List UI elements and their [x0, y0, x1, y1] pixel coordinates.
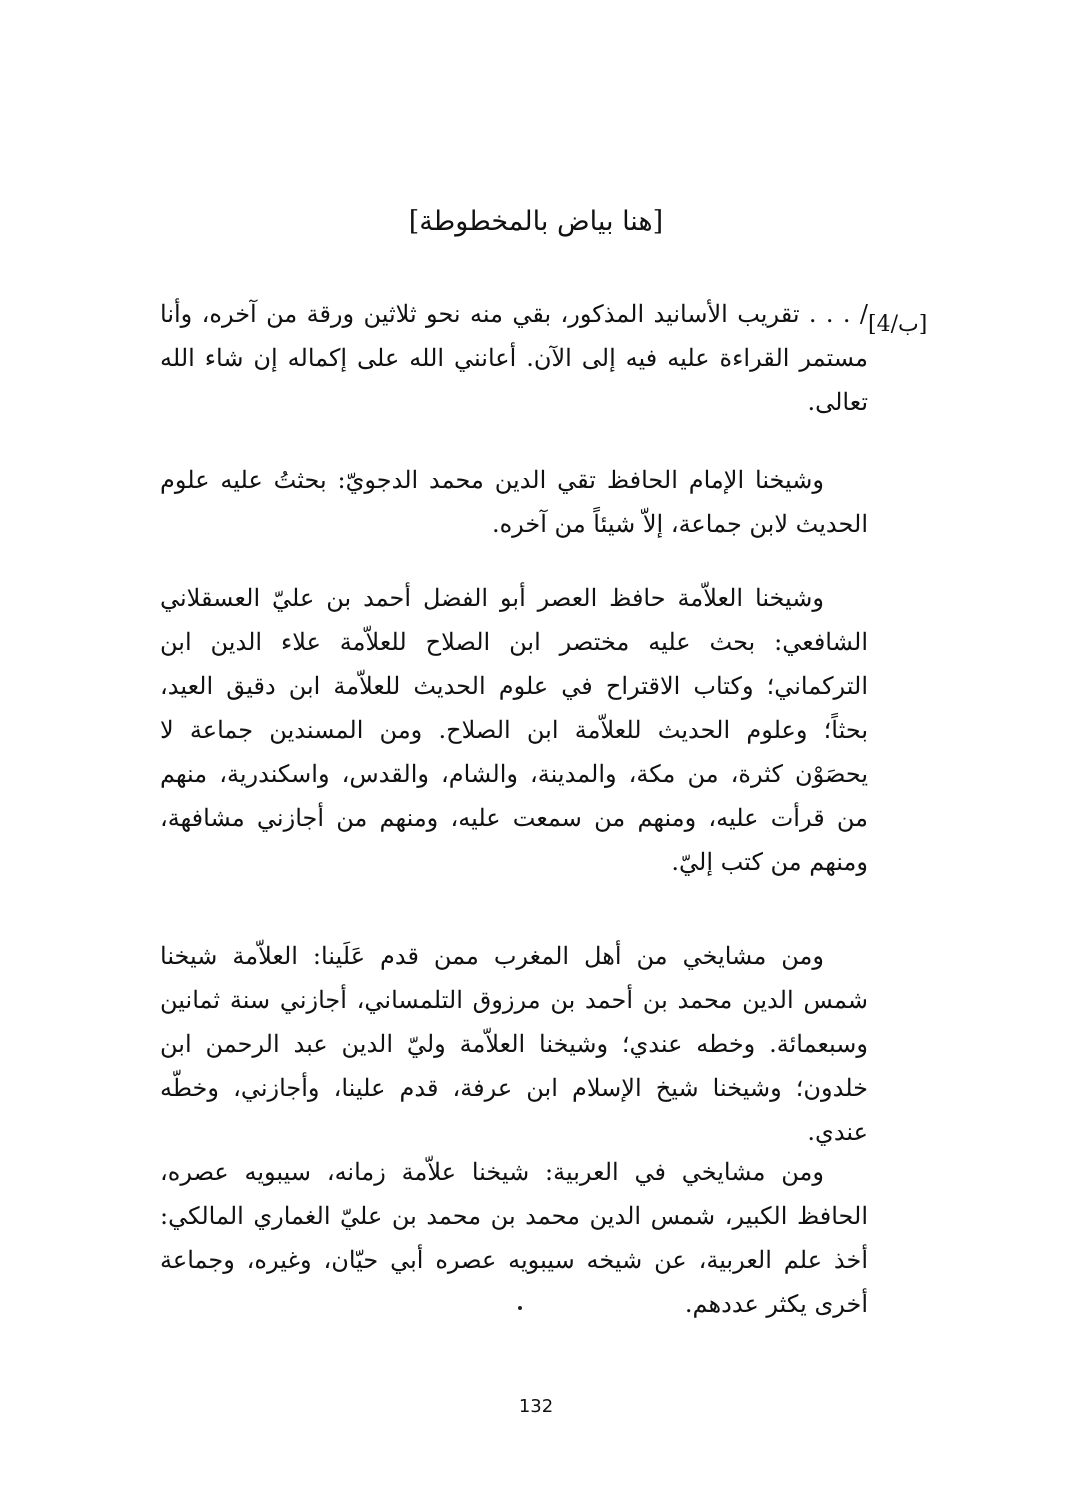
page-number: 132 [518, 1396, 554, 1417]
paragraph-3: وشيخنا العلاّمة حافظ العصر أبو الفضل أحمد بن عليّ العسقلاني الشافعي: بحث عليه مختصر ابن الصلاح للعلاّمة علاء الدين ابن التركماني؛ وكتاب الاقتراح في علوم الحديث للعلاّمة ابن دقيق العيد، بحثاً؛ وعلوم الحديث للعلاّمة ابن الصلاح. ومن المسندين جماعة لا يحصَوْن كثرة، من مكة، والمدينة، والشام، والقدس، واسكندرية، منهم من قرأت عليه، ومنهم من سمعت عليه، ومنهم من أجازني مشافهة، ومنهم من كتب إليّ. [160, 584, 868, 876]
paragraph-4: ومن مشايخي من أهل المغرب ممن قدم عَلَينا: العلاّمة شيخنا شمس الدين محمد بن أحمد بن مرزوق التلمساني، أجازني سنة ثمانين وسبعمائة. وخطه عندي؛ وشيخنا العلاّمة وليّ الدين عبد الرحمن ابن خلدون؛ وشيخنا شيخ الإسلام ابن عرفة، قدم علينا، وأجازني، وخطّه عندي. [160, 942, 868, 1146]
paragraph-2: وشيخنا الإمام الحافظ تقي الدين محمد الدجويّ: بحثتُ عليه علوم الحديث لابن جماعة، إلاّ شيئاً من آخره. [160, 466, 868, 538]
page-note: [هنا بياض بالمخطوطة] [408, 206, 664, 237]
folio-marker: [4/ب] [868, 312, 928, 337]
paragraph-5: ومن مشايخي في العربية: شيخنا علاّمة زمانه، سيبويه عصره، الحافظ الكبير، شمس الدين محمد بن محمد بن عليّ الغماري المالكي: أخذ علم العربية، عن شيخه سيبويه عصره أبي حيّان، وغيره، وجماعة أخرى يكثر عددهم. [160, 1158, 868, 1318]
stray-dot [518, 1306, 522, 1310]
paragraph-1: / . . . تقريب الأسانيد المذكور، بقي منه نحو ثلاثين ورقة من آخره، وأنا مستمر القراءة عليه فيه إلى الآن. أعانني الله على إكماله إن شاء الله تعالى. [160, 300, 868, 416]
